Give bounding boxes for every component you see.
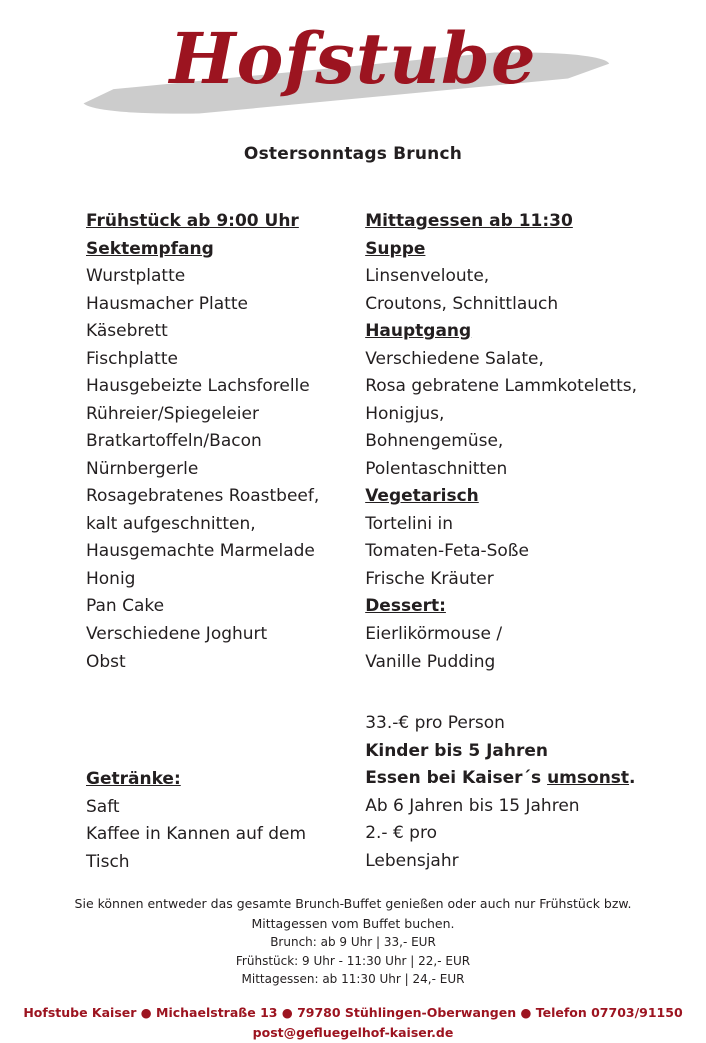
vegetarian-heading: Vegetarisch bbox=[365, 486, 479, 507]
price-line: Ab 6 Jahren bis 15 Jahren bbox=[365, 795, 580, 816]
list-item: Verschiedene Joghurt bbox=[86, 623, 268, 644]
list-item: Käsebrett bbox=[86, 321, 168, 342]
price-line: 33.-€ pro Person bbox=[365, 713, 505, 734]
list-item: Linsenveloute, bbox=[365, 266, 490, 287]
list-item: Verschiedene Salate, bbox=[365, 348, 544, 369]
soup-heading: Suppe bbox=[365, 238, 426, 259]
list-item: Hausgemachte Marmelade bbox=[86, 541, 315, 562]
breakfast-heading: Frühstück ab 9:00 Uhr bbox=[86, 211, 299, 231]
sekt-heading: Sektempfang bbox=[86, 238, 214, 259]
menu-page bbox=[0, 14, 706, 1040]
note-line: Mittagessen vom Buffet buchen. bbox=[251, 915, 455, 931]
list-item: Rosagebratenes Roastbeef, bbox=[86, 486, 320, 507]
drinks-heading: Getränke: bbox=[86, 769, 181, 790]
footer-email: post@gefluegelhof-kaiser.de bbox=[252, 1024, 454, 1040]
list-item: Eierlikörmouse / bbox=[365, 623, 503, 644]
price-line: Essen bei Kaiser´s umsonst. bbox=[365, 768, 636, 789]
list-item: Rosa gebratene Lammkoteletts, bbox=[365, 376, 638, 397]
breakfast-column bbox=[86, 208, 365, 876]
list-item: Honigjus, bbox=[365, 403, 445, 424]
list-item: Vanille Pudding bbox=[365, 651, 496, 672]
list-item: Pan Cake bbox=[86, 596, 165, 617]
list-item: Rühreier/Spiegeleier bbox=[86, 403, 259, 424]
list-item: kalt aufgeschnitten, bbox=[86, 513, 256, 534]
note-line: Brunch: ab 9 Uhr | 33,- EUR bbox=[270, 934, 436, 949]
menu-columns bbox=[0, 208, 706, 876]
dessert-heading: Dessert: bbox=[365, 596, 446, 617]
list-item: Bohnengemüse, bbox=[365, 431, 504, 452]
list-item: Wurstplatte bbox=[86, 266, 186, 287]
list-item: Hausgebeizte Lachsforelle bbox=[86, 376, 310, 397]
booking-note bbox=[0, 894, 706, 989]
list-item: Honig bbox=[86, 568, 136, 589]
price-line: Kinder bis 5 Jahren bbox=[365, 740, 548, 761]
list-item: Polentaschnitten bbox=[365, 458, 508, 479]
list-item: Obst bbox=[86, 651, 126, 672]
list-item: Frische Kräuter bbox=[365, 568, 494, 589]
logo-wordmark: Hofstube bbox=[169, 17, 537, 100]
price-line: Lebensjahr bbox=[365, 850, 459, 871]
list-item: Nürnbergerle bbox=[86, 458, 199, 479]
list-item: Bratkartoffeln/Bacon bbox=[86, 431, 262, 452]
price-spacer bbox=[365, 676, 654, 710]
list-item: Fischplatte bbox=[86, 348, 178, 369]
lunch-column bbox=[365, 208, 654, 876]
list-item: Tomaten-Feta-Soße bbox=[365, 541, 529, 562]
list-item: Tortelini in bbox=[365, 513, 454, 534]
list-item: Kaffee in Kannen auf dem bbox=[86, 824, 307, 845]
note-line: Sie können entweder das gesamte Brunch-Buffet genießen oder auch nur Frühstück bzw. bbox=[74, 896, 632, 912]
list-item: Croutons, Schnittlauch bbox=[365, 293, 559, 314]
column-spacer bbox=[86, 676, 365, 766]
footer-address: Hofstube Kaiser ● Michaelstraße 13 ● 79780 Stühlingen-Oberwangen ● Telefon 07703/91150 bbox=[23, 1004, 683, 1020]
list-item: Hausmacher Platte bbox=[86, 293, 248, 314]
logo bbox=[0, 14, 706, 126]
list-item: Tisch bbox=[86, 851, 130, 872]
list-item: Saft bbox=[86, 796, 120, 817]
price-line: 2.- € pro bbox=[365, 823, 437, 844]
footer-contact bbox=[0, 1003, 706, 1043]
note-line: Mittagessen: ab 11:30 Uhr | 24,- EUR bbox=[241, 972, 465, 987]
note-line: Frühstück: 9 Uhr - 11:30 Uhr | 22,- EUR bbox=[235, 953, 471, 968]
lunch-heading: Mittagessen ab 11:30 bbox=[365, 211, 573, 231]
main-course-heading: Hauptgang bbox=[365, 321, 472, 342]
page-title: Ostersonntags Brunch bbox=[243, 144, 463, 164]
